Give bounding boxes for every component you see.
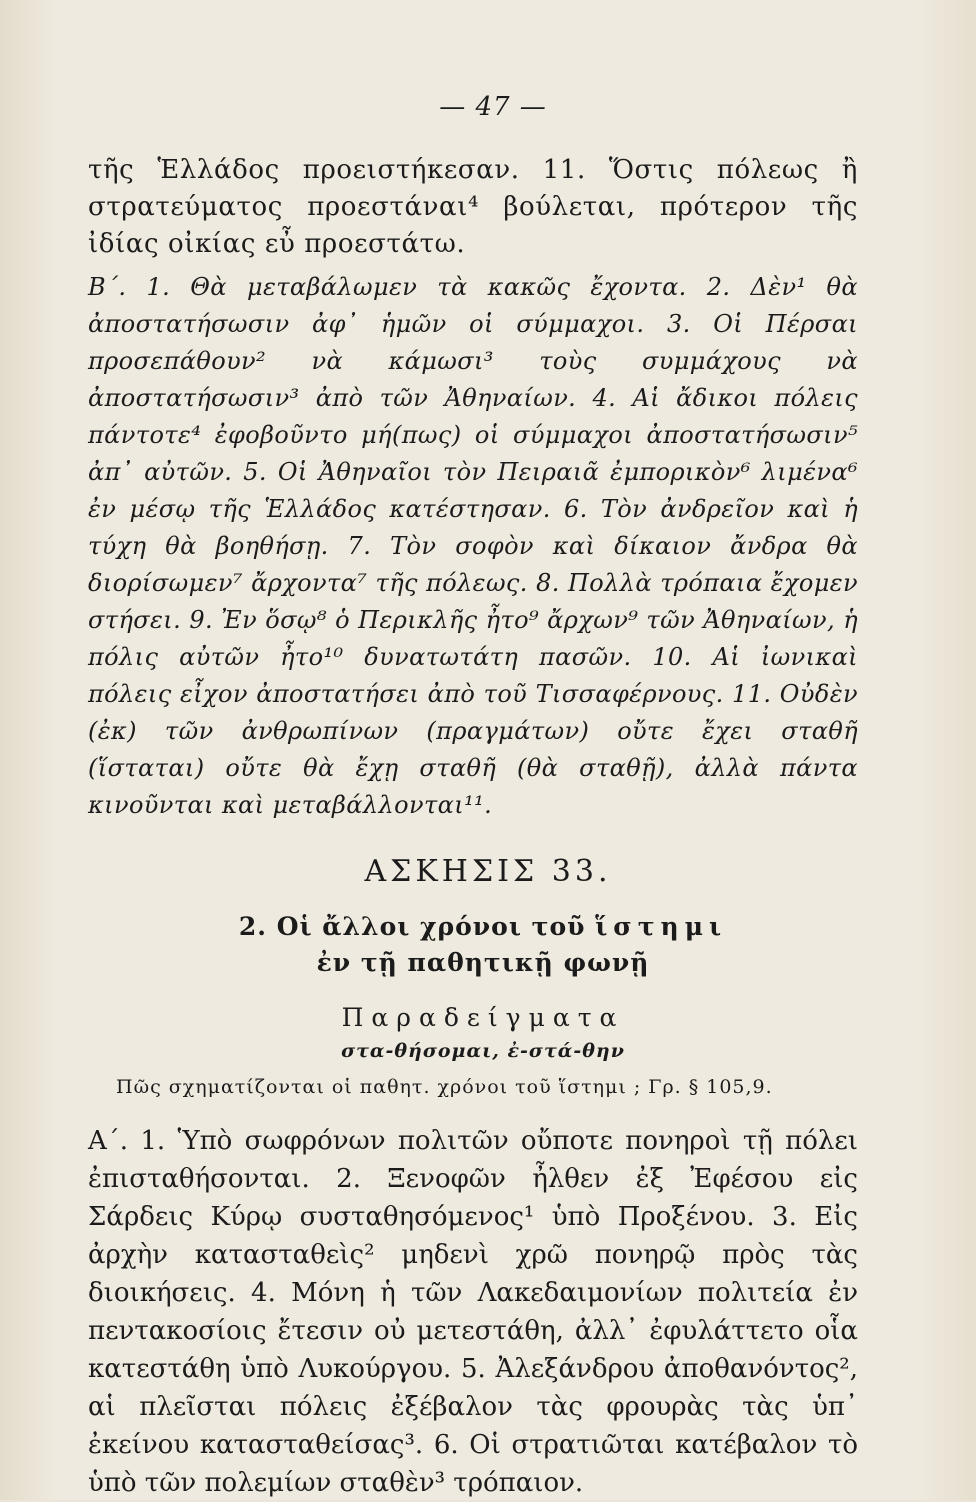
- page-number: — 47 —: [439, 92, 547, 122]
- section-title-line1: Οἱ ἄλλοι χρόνοι τοῦ: [276, 912, 586, 941]
- paragraph-top: τῆς Ἑλλάδος προειστήκεσαν. 11. Ὅστις πόλεως ἢ στρατεύματος προεστάναι⁴ βούλεται, πρότερον τῆς ἰδίας οἰκίας εὖ προεστάτω.: [88, 155, 858, 259]
- section-title-verb: ἵστημι: [595, 912, 728, 941]
- forms-line: στα-θήσομαι, ἐ-στά-θην: [341, 1040, 625, 1062]
- section-number: 2.: [238, 912, 267, 941]
- examples-label: Παραδείγματα: [341, 1003, 625, 1032]
- paragraph-b: Β΄. 1. Θὰ μεταβάλωμεν τὰ κακῶς ἔχοντα. 2. Δὲν¹ θὰ ἀποστατήσωσιν ἀφ᾽ ἡμῶν οἱ σύμμαχοι. 3. Οἱ Πέρσαι προσεπάθουν² νὰ κάμωσι³ τοὺς συμμάχους νὰ ἀποστατήσωσιν³ ἀπὸ τῶν Ἀθηναίων. 4. Αἱ ἄδικοι πόλεις πάντοτε⁴ ἐφοβοῦντο μή(πως) οἱ σύμμαχοι ἀποστατήσωσιν⁵ ἀπ᾽ αὐτῶν. 5. Οἱ Ἀθηναῖοι τὸν Πειραιᾶ ἐμπορικὸν⁶ λιμένα⁶ ἐν μέσῳ τῆς Ἑλλάδος κατέστησαν. 6. Τὸν ἀνδρεῖον καὶ ἡ τύχη θὰ βοηθήσῃ. 7. Τὸν σοφὸν καὶ δίκαιον ἄνδρα θὰ διορίσωμεν⁷ ἄρχοντα⁷ τῆς πόλεως. 8. Πολλὰ τρόπαια ἔχομεν στήσει. 9. Ἐν ὅσῳ⁸ ὁ Περικλῆς ἦτο⁹ ἄρχων⁹ τῶν Ἀθηναίων, ἡ πόλις αὐτῶν ἦτο¹⁰ δυνατωτάτη πασῶν. 10. Αἱ ἰωνικαὶ πόλεις εἶχον ἀποστατήσει ἀπὸ τοῦ Τισσαφέρνους. 11. Οὐδὲν (ἐκ) τῶν ἀνθρωπίνων (πραγμάτων) οὔτε ἔχει σταθῆ (ἵσταται) οὔτε θὰ ἔχῃ σταθῆ (θὰ σταθῇ), ἀλλὰ πάντα κινοῦνται καὶ μεταβάλλονται¹¹.: [88, 273, 858, 819]
- grammar-reference: Πῶς σχηματίζονται οἱ παθητ. χρόνοι τοῦ ἵστημι ; Γρ. § 105,9.: [116, 1076, 773, 1098]
- section-title-line2: ἐν τῇ παθητικῇ φωνῇ: [316, 948, 650, 977]
- paragraph-a: Α΄. 1. Ὑπὸ σωφρόνων πολιτῶν οὔποτε πονηροὶ τῇ πόλει ἐπισταθήσονται. 2. Ξενοφῶν ἦλθεν ἐξ Ἐφέσου εἰς Σάρδεις Κύρῳ συσταθησόμενος¹ ὑπὸ Προξένου. 3. Εἰς ἀρχὴν κατασταθεὶς² μηδενὶ χρῶ πονηρῷ πρὸς τὰς διοικήσεις. 4. Μόνη ἡ τῶν Λακεδαιμονίων πολιτεία ἐν πεντακοσίοις ἔτεσιν οὐ μετεστάθη, ἀλλ᾽ ἐφυλάττετο οἷα κατεστάθη ὑπὸ Λυκούργου. 5. Ἀλεξάνδρου ἀποθανόντος², αἱ πλεῖσται πόλεις ἐξέβαλον τὰς φρουρὰς τὰς ὑπ᾽ ἐκείνου κατασταθείσας³. 6. Οἱ στρατιῶται κατέβαλον τὸ ὑπὸ τῶν πολεμίων σταθὲν³ τρόπαιον.: [88, 1126, 858, 1498]
- exercise-title: ΑΣΚΗΣΙΣ 33.: [364, 854, 612, 889]
- section-heading: [108, 909, 858, 981]
